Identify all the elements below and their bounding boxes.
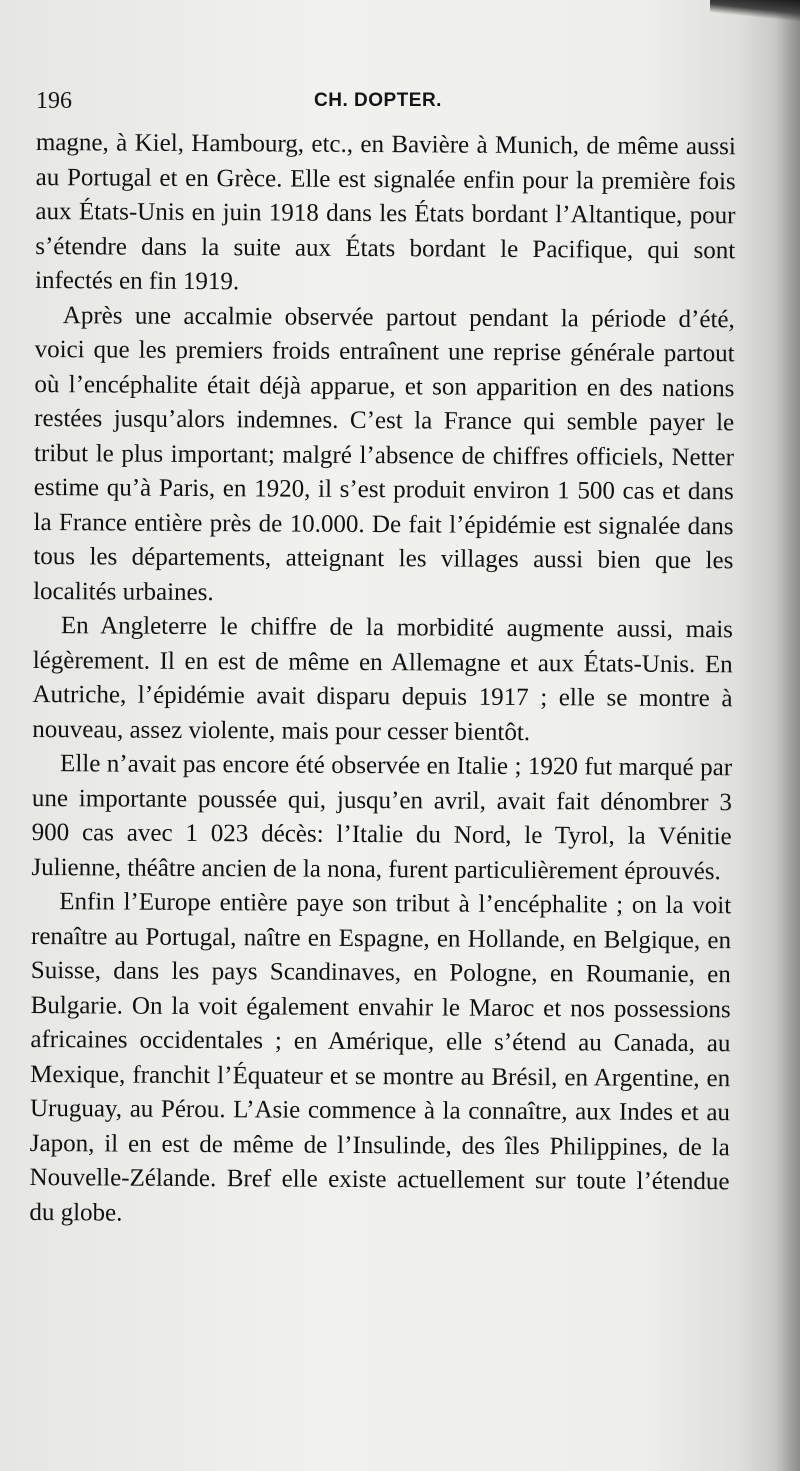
paragraph: En Angleterre le chiffre de la morbidité augmente aussi, mais légèrement. Il en est de même en Allemagne et aux États-Unis. En Autriche, l’épidémie avait disparu depuis 1917 ; elle se montre à nouveau, assez violente, mais pour cesser bientôt. — [32, 612, 734, 746]
paragraph-continued: magne, à Kiel, Hambourg, etc., en Bavière à Munich, de même aussi au Portugal et en Grèce. Elle est signalée enfin pour la première fois aux États-Unis en juin 1918 dans les États bordant l’Altantique, pour s’étendre dans la suite aux États bordant le Pacifique, qui sont infectés en fin 1919. — [34, 128, 736, 296]
paragraph: Elle n’avait pas encore été observée en Italie ; 1920 fut marqué par une importante poussée qui, jusqu’en avril, avait fait dénombrer 3 900 cas avec 1 023 décès: l’Italie du Nord, le Tyrol, la Vénitie Julienne, théâtre ancien de la nona, furent particulièrement éprouvés. — [31, 750, 733, 885]
page-edge-shadow — [740, 0, 800, 1471]
paragraph: Enfin l’Europe entière paye son tribut à l’encéphalite ; on la voit renaître au Portugal, naître en Espagne, en Hollande, en Belgique, en Suisse, dans les pays Scandinaves, en Pologne, en Roumanie, en Bulgarie. On la voit également envahir le Maroc et nos possessions africaines occidentales ; en Amérique, elle s’étend au Canada, au Mexique, franchit l’Équateur et se montre au Brésil, en Argentine, en Uruguay, au Pérou. L’Asie commence à la connaître, aux Indes et au Japon, il en est de même de l’Insulinde, des îles Philippines, de la Nouvelle-Zélande. Bref elle existe actuellement sur toute l’étendue du globe. — [29, 888, 732, 1227]
page-header — [36, 88, 736, 116]
page-number: 196 — [36, 88, 72, 114]
body-text — [29, 126, 736, 1234]
paragraph: Après une accalmie observée partout pendant la période d’été, voici que les premiers froids entraînent une reprise générale partout où l’encéphalite était déjà apparue, et son apparition en des nations restées jusqu’alors indemnes. C’est la France qui semble payer le tribut le plus important; malgré l’absence de chiffres officiels, Netter estime qu’à Paris, en 1920, il s’est produit environ 1 500 cas et dans la France entière près de 10.000. De fait l’épidémie est signalée dans tous les départements, atteignant les villages aussi bien que les localités urbaines. — [33, 301, 735, 606]
running-head: CH. DOPTER. — [314, 90, 442, 111]
